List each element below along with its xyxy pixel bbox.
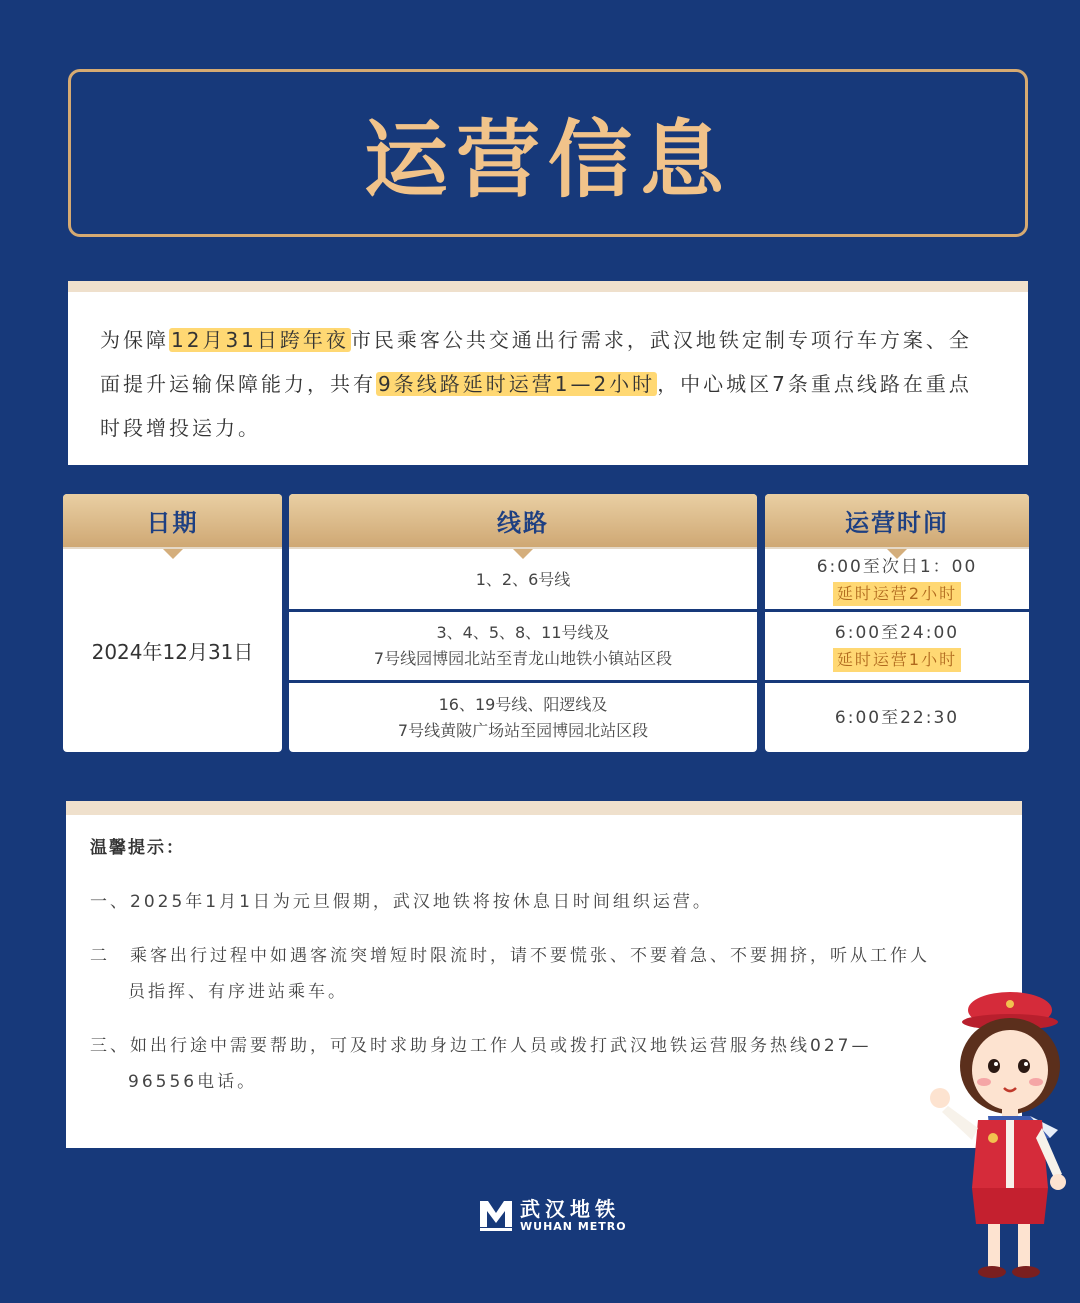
page-title: 运营信息 (363, 110, 732, 209)
line-cell-row-3-text-2: 7号线黄陂广场站至园博园北站区段 (397, 720, 649, 740)
line-cell-row-2 (289, 612, 757, 680)
time-cell-row-2 (765, 612, 1029, 680)
time-cell-row-1-note: 延时运营2小时 (833, 582, 961, 606)
intro-part-3: ，中心城区7条重点线路在重点时段增投运力。 (100, 372, 972, 440)
metro-m-icon (478, 1197, 514, 1233)
tip-item-3: 三、如出行途中需要帮助，可及时求助身边工作人员或拨打武汉地铁运营服务热线027—96556电话。 (90, 1036, 872, 1092)
metro-attendant-mascot-illustration (918, 988, 1080, 1288)
line-cell-row-3 (289, 683, 757, 752)
line-column (289, 494, 757, 752)
line-header-label: 线路 (497, 509, 549, 537)
time-cell-row-3 (765, 683, 1029, 752)
date-header-label: 日期 (146, 509, 199, 537)
line-cell-row-3-text-1: 16、19号线、阳逻线及 (438, 694, 608, 714)
date-column (63, 494, 282, 752)
line-cell-row-2-text-1: 3、4、5、8、11号线及 (436, 623, 610, 642)
time-header (765, 494, 1029, 549)
time-cell-row-1-hours: 6:00至次日1：00 (816, 557, 978, 577)
tips-card (66, 801, 1022, 1148)
wuhan-metro-logo (478, 1195, 627, 1235)
time-cell-row-2-hours: 6:00至24:00 (834, 623, 960, 643)
time-cell-row-1 (765, 551, 1029, 609)
date-cell: 2024年12月31日 (91, 640, 254, 664)
tip-item-2: 二 乘客出行过程中如遇客流突增短时限流时，请不要慌张、不要着急、不要拥挤，听从工作人员指挥、有序进站乘车。 (90, 946, 930, 1002)
intro-text (100, 318, 994, 450)
line-cell-row-2-text-2: 7号线园博园北站至青龙山地铁小镇站区段 (373, 649, 673, 668)
date-header (63, 494, 282, 549)
time-column (765, 494, 1029, 752)
intro-part-1: 为保障 (100, 328, 169, 352)
intro-part-2: 市民乘客公共交通出行需求，武汉地铁定制专项行车方案、全面提升运输保障能力，共有 (100, 328, 972, 396)
time-cell-row-2-note: 延时运营1小时 (833, 648, 961, 672)
intro-highlight-lines: 9条线路延时运营1—2小时 (378, 372, 656, 396)
line-cell-row-1 (289, 551, 757, 609)
tips-title: 温馨提示： (90, 838, 185, 858)
logo-name-cn: 武汉地铁 (520, 1196, 620, 1221)
logo-text (520, 1198, 627, 1233)
intro-card (68, 281, 1028, 465)
time-header-label: 运营时间 (845, 509, 949, 537)
intro-highlight-date: 12月31日跨年夜 (171, 328, 349, 352)
date-header-arrow (163, 549, 183, 559)
title-frame (68, 69, 1028, 237)
line-cell-row-1-text: 1、2、6号线 (475, 570, 571, 589)
line-header (289, 494, 757, 549)
tip-item-1: 一、2025年1月1日为元旦假期，武汉地铁将按休息日时间组织运营。 (90, 892, 713, 912)
time-cell-row-3-hours: 6:00至22:30 (834, 707, 960, 728)
logo-name-en: WUHAN METRO (520, 1219, 627, 1233)
